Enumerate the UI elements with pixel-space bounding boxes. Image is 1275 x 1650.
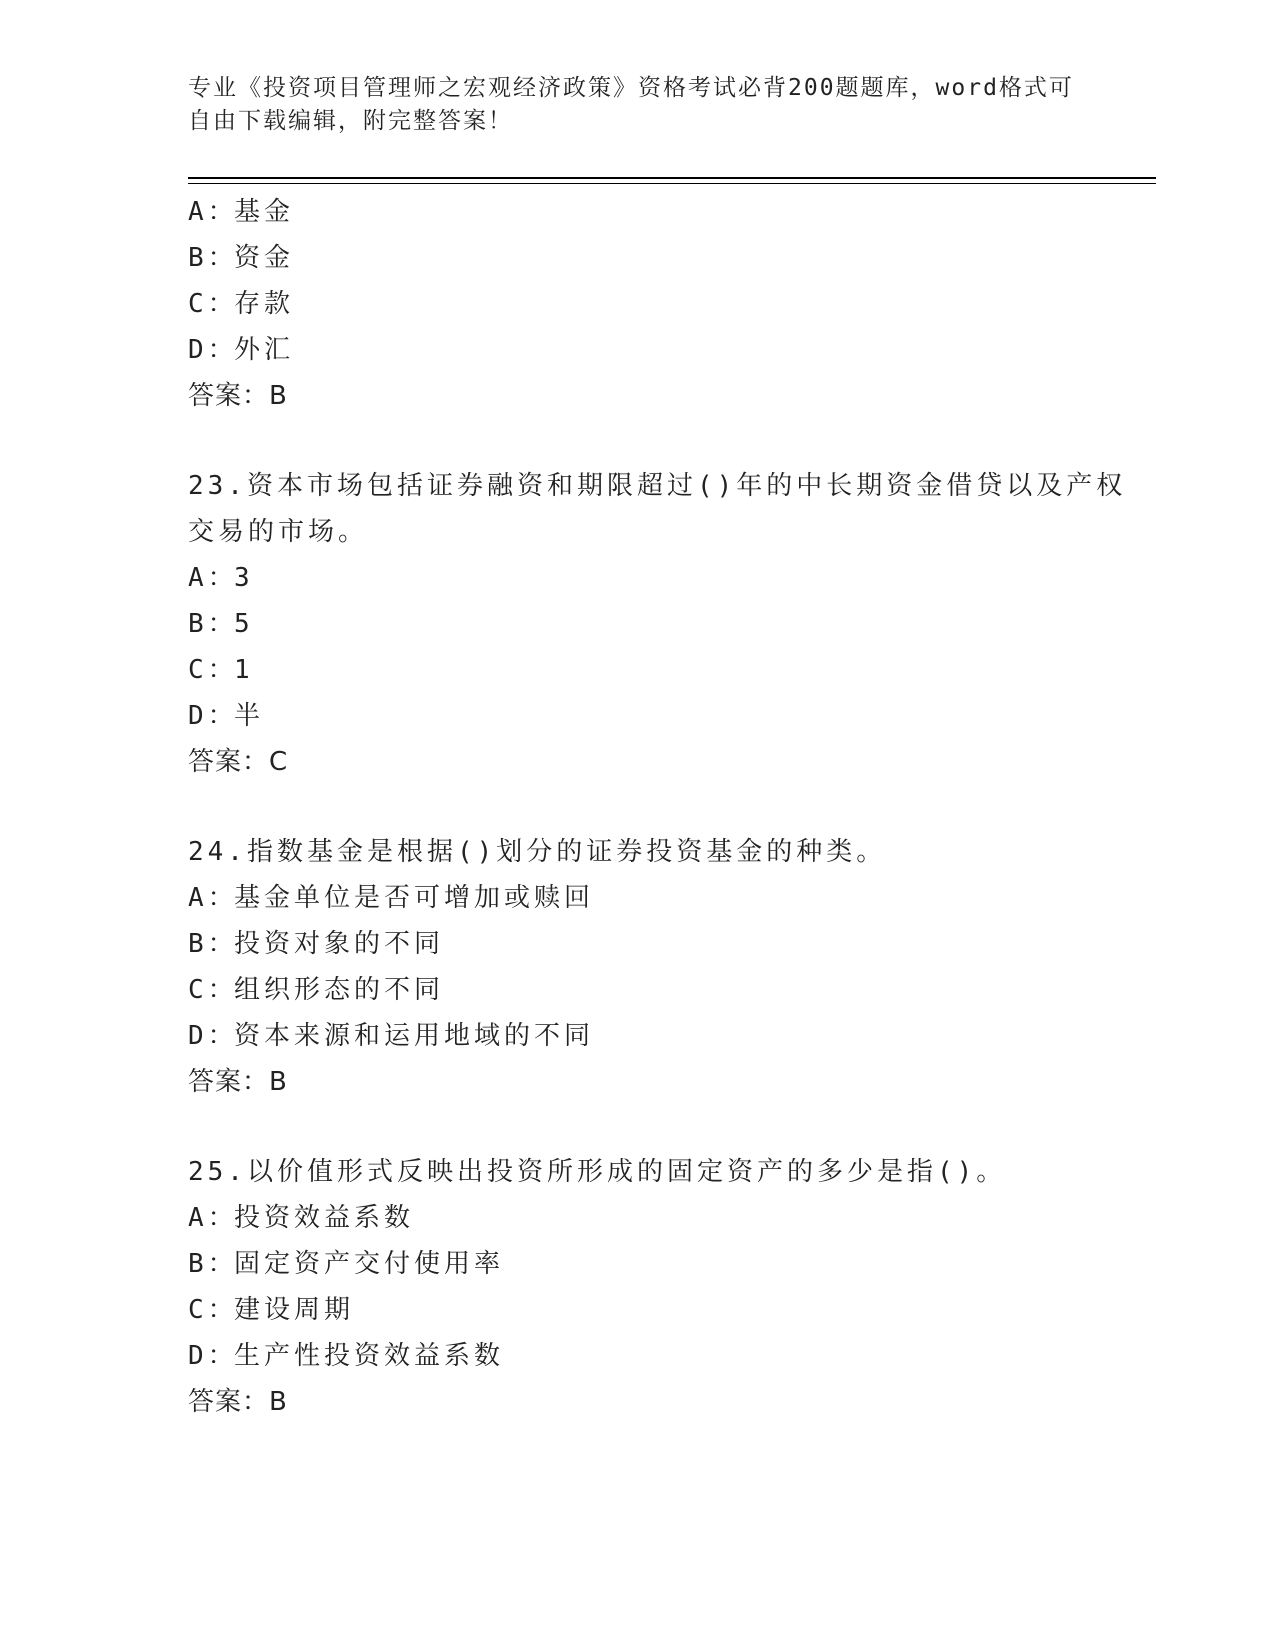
option-text: 基金 [234, 197, 295, 227]
option-label: D： [188, 335, 238, 365]
option-text: 固定资产交付使用率 [234, 1249, 505, 1279]
option-a [188, 1195, 1088, 1241]
option-text: 半 [234, 701, 265, 731]
question-text: 25.以价值形式反映出投资所形成的固定资产的多少是指()。 [188, 1157, 1007, 1187]
header-line-2: 自由下载编辑，附完整答案！ [188, 108, 513, 134]
spacer [188, 1105, 1088, 1149]
option-c [188, 967, 1088, 1013]
header-rule-thick [188, 177, 1156, 179]
option-label: D： [188, 1021, 238, 1051]
header-rule-thin [188, 183, 1156, 184]
option-text: 资本来源和运用地域的不同 [234, 1021, 595, 1051]
option-text: 基金单位是否可增加或赎回 [234, 883, 595, 913]
option-text: 生产性投资效益系数 [234, 1341, 505, 1371]
option-text: 资金 [234, 243, 295, 273]
option-b [188, 1241, 1088, 1287]
question-text-line-2: 交易的市场。 [188, 517, 369, 547]
option-d [188, 1333, 1088, 1379]
option-label: C： [188, 1295, 238, 1325]
option-label: A： [188, 1203, 238, 1233]
option-a [188, 875, 1088, 921]
option-a [188, 189, 1088, 235]
option-c [188, 1287, 1088, 1333]
option-b [188, 921, 1088, 967]
option-text: 组织形态的不同 [234, 975, 445, 1005]
question-22 [188, 189, 1088, 419]
option-label: D： [188, 1341, 238, 1371]
option-text: 外汇 [234, 335, 295, 365]
option-text: 投资对象的不同 [234, 929, 445, 959]
option-label: A： [188, 563, 238, 593]
document-header [188, 72, 1088, 138]
option-text: 1 [234, 655, 254, 685]
option-d [188, 1013, 1088, 1059]
option-label: B： [188, 609, 238, 639]
option-a [188, 555, 1088, 601]
question-24 [188, 829, 1088, 1105]
option-label: A： [188, 883, 238, 913]
question-text: 24.指数基金是根据()划分的证券投资基金的种类。 [188, 837, 887, 867]
option-b [188, 235, 1088, 281]
option-label: B： [188, 243, 238, 273]
option-label: B： [188, 1249, 238, 1279]
option-text: 5 [234, 609, 254, 639]
answer-line: 答案：B [188, 381, 288, 411]
answer-line: 答案：B [188, 1387, 288, 1417]
header-line-1: 专业《投资项目管理师之宏观经济政策》资格考试必背200题题库，word格式可 [188, 75, 1074, 101]
option-c [188, 281, 1088, 327]
question-25 [188, 1149, 1088, 1425]
option-text: 3 [234, 563, 254, 593]
option-label: C： [188, 289, 238, 319]
option-label: B： [188, 929, 238, 959]
option-label: A： [188, 197, 238, 227]
option-text: 建设周期 [234, 1295, 355, 1325]
option-label: C： [188, 655, 238, 685]
option-label: D： [188, 701, 238, 731]
spacer [188, 785, 1088, 829]
question-list [188, 189, 1127, 1425]
option-d [188, 327, 1088, 373]
option-d [188, 693, 1088, 739]
question-23 [188, 463, 1127, 785]
option-b [188, 601, 1088, 647]
answer-line: 答案：C [188, 747, 289, 777]
answer-line: 答案：B [188, 1067, 288, 1097]
question-text-line-1: 23.资本市场包括证券融资和期限超过()年的中长期资金借贷以及产权 [188, 471, 1127, 501]
spacer [188, 419, 1088, 463]
option-text: 投资效益系数 [234, 1203, 415, 1233]
option-text: 存款 [234, 289, 295, 319]
option-label: C： [188, 975, 238, 1005]
option-c [188, 647, 1088, 693]
